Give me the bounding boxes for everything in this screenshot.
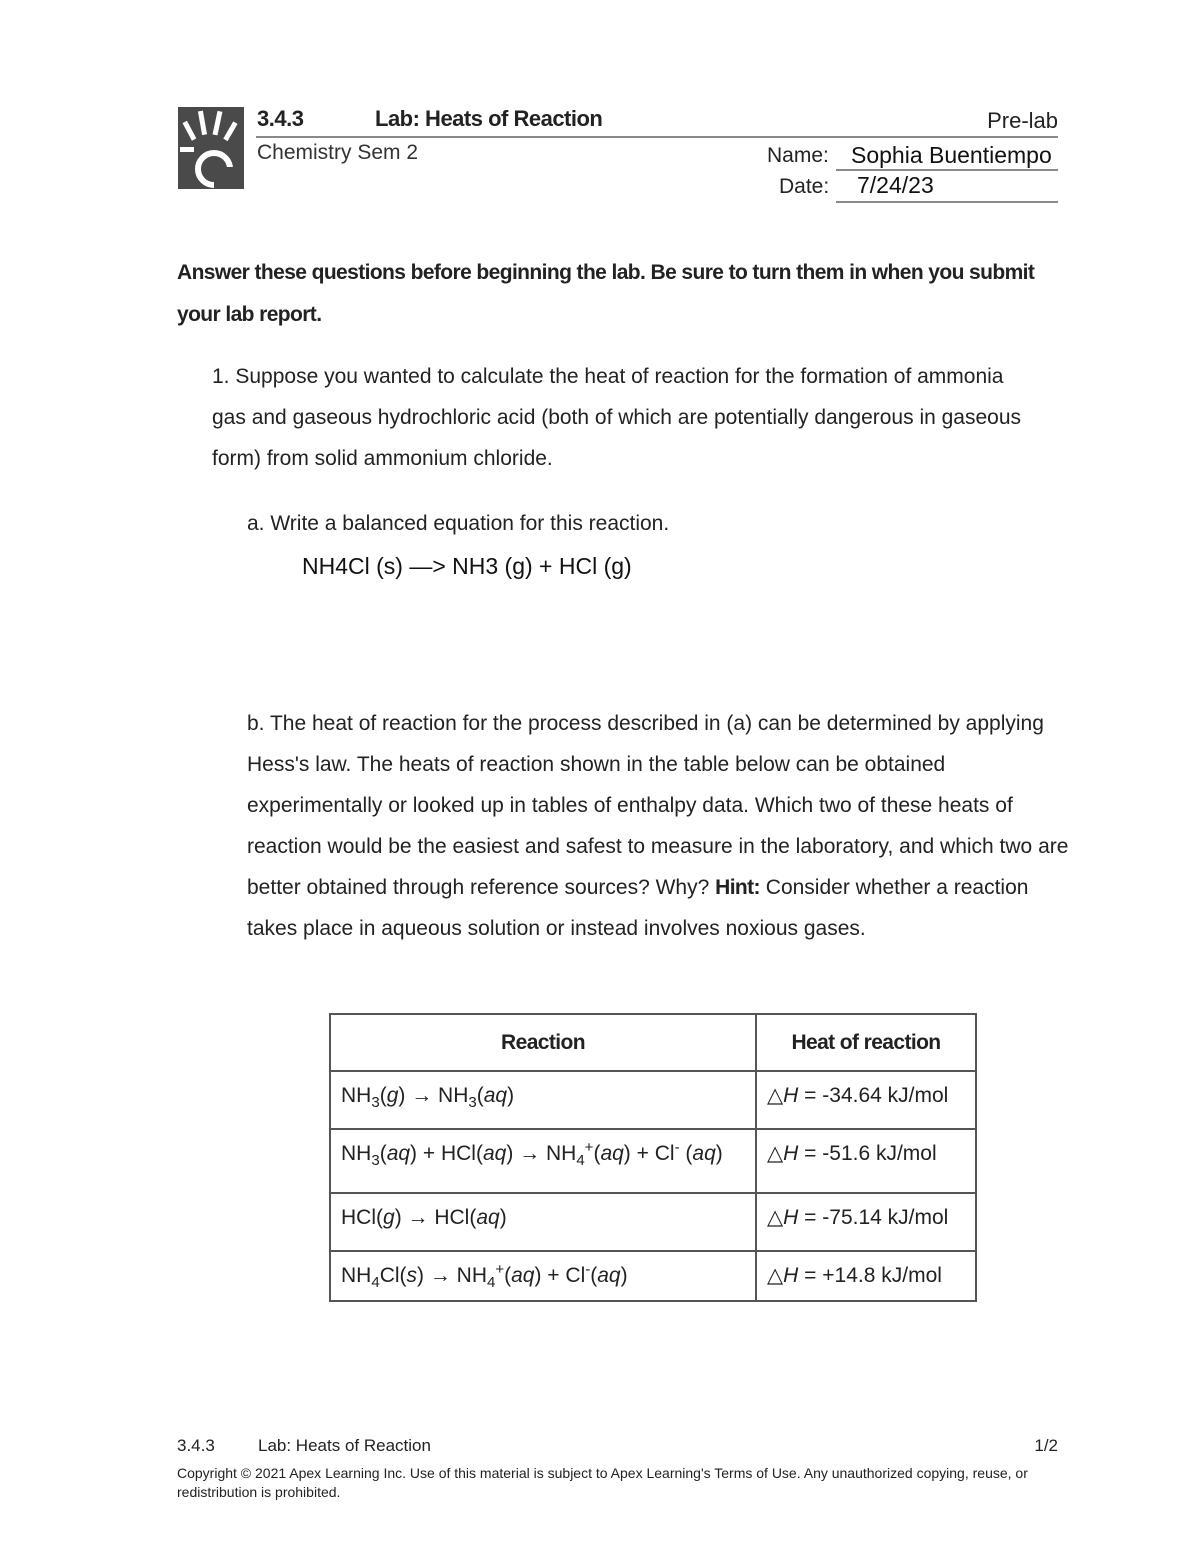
heat-3: △H = -75.14 kJ/mol xyxy=(756,1193,976,1251)
name-field[interactable]: Sophia Buentiempo xyxy=(851,142,1052,168)
apex-logo xyxy=(178,107,244,189)
table-row xyxy=(330,1251,976,1301)
page-number: 1/2 xyxy=(1034,1436,1058,1455)
date-underline xyxy=(836,201,1058,203)
name-label: Name: xyxy=(767,144,829,167)
date-label: Date: xyxy=(779,175,830,198)
question-1b xyxy=(247,703,1077,949)
instructions: Answer these questions before beginning the lab. Be sure to turn them in when you submit your lab report. xyxy=(177,261,1035,326)
reaction-3: HCl(g) → HCl(aq) xyxy=(330,1193,756,1251)
section-label: Pre-lab xyxy=(987,108,1058,133)
lab-title: Lab: Heats of Reaction xyxy=(375,106,603,131)
table-row xyxy=(330,1193,976,1251)
heat-value: -34.64 kJ/mol xyxy=(822,1084,949,1107)
question-1b-text: b. The heat of reaction for the process described in (a) can be determined by applying Hess's law. The heats of reaction shown in the table below can be obtained experimentally or looked up in tables of enthalpy data. Which two of these heats of reaction would be the easiest and safest to measure in the laboratory, and which two are better obtained through reference sources? Why? xyxy=(247,712,1069,899)
reaction-4: $NH_4Cl(s) \to NH_4^+(aq) + Cl^-(aq)$ xyxy=(330,1251,756,1301)
heat-value: -75.14 kJ/mol xyxy=(822,1206,949,1229)
reaction-table xyxy=(329,1013,977,1302)
answer-1a[interactable]: NH4Cl (s) —> NH3 (g) + HCl (g) xyxy=(302,553,632,579)
course-name: Chemistry Sem 2 xyxy=(257,141,419,164)
question-1: 1. Suppose you wanted to calculate the heat of reaction for the formation of ammonia gas and gaseous hydrochloric acid (both of which are potentially dangerous in gaseous form) from solid ammonium chloride. xyxy=(212,365,1022,470)
header-heat: Heat of reaction xyxy=(756,1014,976,1071)
table-row xyxy=(330,1071,976,1129)
hint-text: Consider whether a reaction takes place in aqueous solution or instead involves noxious gases. xyxy=(247,876,1029,940)
footer-title: Lab: Heats of Reaction xyxy=(258,1436,431,1455)
reaction-1: $NH_3(g) \to NH_3(aq)$ xyxy=(330,1071,756,1129)
reaction-2: $NH_3(aq) + HCl(aq) \to NH_4^+(aq) + Cl^-$ (aq) xyxy=(330,1129,756,1193)
header-reaction: Reaction xyxy=(330,1014,756,1071)
heat-value: -51.6 kJ/mol xyxy=(822,1142,937,1165)
footer-number: 3.4.3 xyxy=(177,1436,215,1455)
name-underline xyxy=(836,169,1058,171)
date-field[interactable]: 7/24/23 xyxy=(857,172,934,198)
hint-label: Hint: xyxy=(715,876,760,899)
copyright: Copyright © 2021 Apex Learning Inc. Use of this material is subject to Apex Learning's Terms of Use. Any unauthorized copying, reuse, or redistribution is prohibited. xyxy=(177,1465,1028,1500)
heat-1: △H = -34.64 kJ/mol xyxy=(756,1071,976,1129)
question-1a: a. Write a balanced equation for this reaction. xyxy=(247,512,670,535)
table-row xyxy=(330,1129,976,1193)
header-rule xyxy=(256,136,1058,138)
heat-value: +14.8 kJ/mol xyxy=(822,1264,942,1287)
heat-2: △H = -51.6 kJ/mol xyxy=(756,1129,976,1193)
lab-number: 3.4.3 xyxy=(257,106,304,131)
heat-4: △H = +14.8 kJ/mol xyxy=(756,1251,976,1301)
